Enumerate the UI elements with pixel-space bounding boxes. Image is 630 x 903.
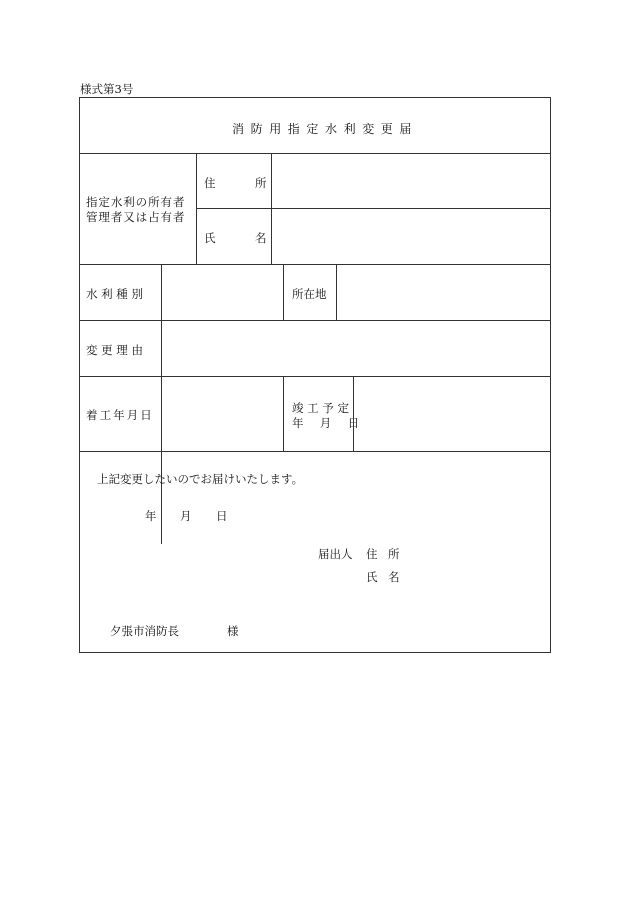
owner-address-label-b: 所 [255,176,267,190]
start-date-field[interactable] [162,377,282,450]
submitter-name-b: 名 [388,570,400,584]
recipient-name: 夕張市消防長 [110,624,179,638]
location-field[interactable] [337,265,550,320]
submitter-name-a: 氏 [366,570,378,584]
owner-label-line2: 管理者又は占有者 [86,210,186,224]
recipient-honorific: 様 [227,624,239,638]
change-reason-label: 変 更 理 由 [86,343,143,357]
completion-label-line1: 竣 工 予 定 [292,401,349,415]
form-title: 消防用指定水利変更届 [232,122,419,136]
change-reason-field[interactable] [162,321,550,376]
date-day: 日 [216,509,228,523]
submitter-address-b: 所 [388,547,400,561]
start-date-label: 着工年月日 [86,408,154,422]
owner-address-label-a: 住 [204,176,216,190]
notification-form [79,97,551,653]
date-month: 月 [180,509,192,523]
owner-label-line1: 指定水利の所有者 [86,195,186,209]
submitter-address-a: 住 [366,547,378,561]
declaration-statement: 上記変更したいのでお届けいたします。 [97,472,304,486]
water-type-field[interactable] [162,265,282,320]
divider-dates-bottom [80,451,550,452]
water-type-label: 水 利 種 別 [86,287,143,301]
completion-date-field[interactable] [354,377,550,450]
owner-address-field[interactable] [272,154,550,208]
owner-name-label-a: 氏 [204,231,216,245]
owner-name-field[interactable] [272,209,550,264]
completion-label-line2: 年 月 日 [292,416,366,430]
date-year: 年 [145,509,157,523]
location-label: 所在地 [292,287,327,301]
form-number: 様式第3号 [80,82,134,96]
divider-completion-label [283,376,284,451]
divider-location-label [283,264,284,320]
submitter-label: 届出人 [318,547,353,561]
owner-name-label-b: 名 [255,231,267,245]
